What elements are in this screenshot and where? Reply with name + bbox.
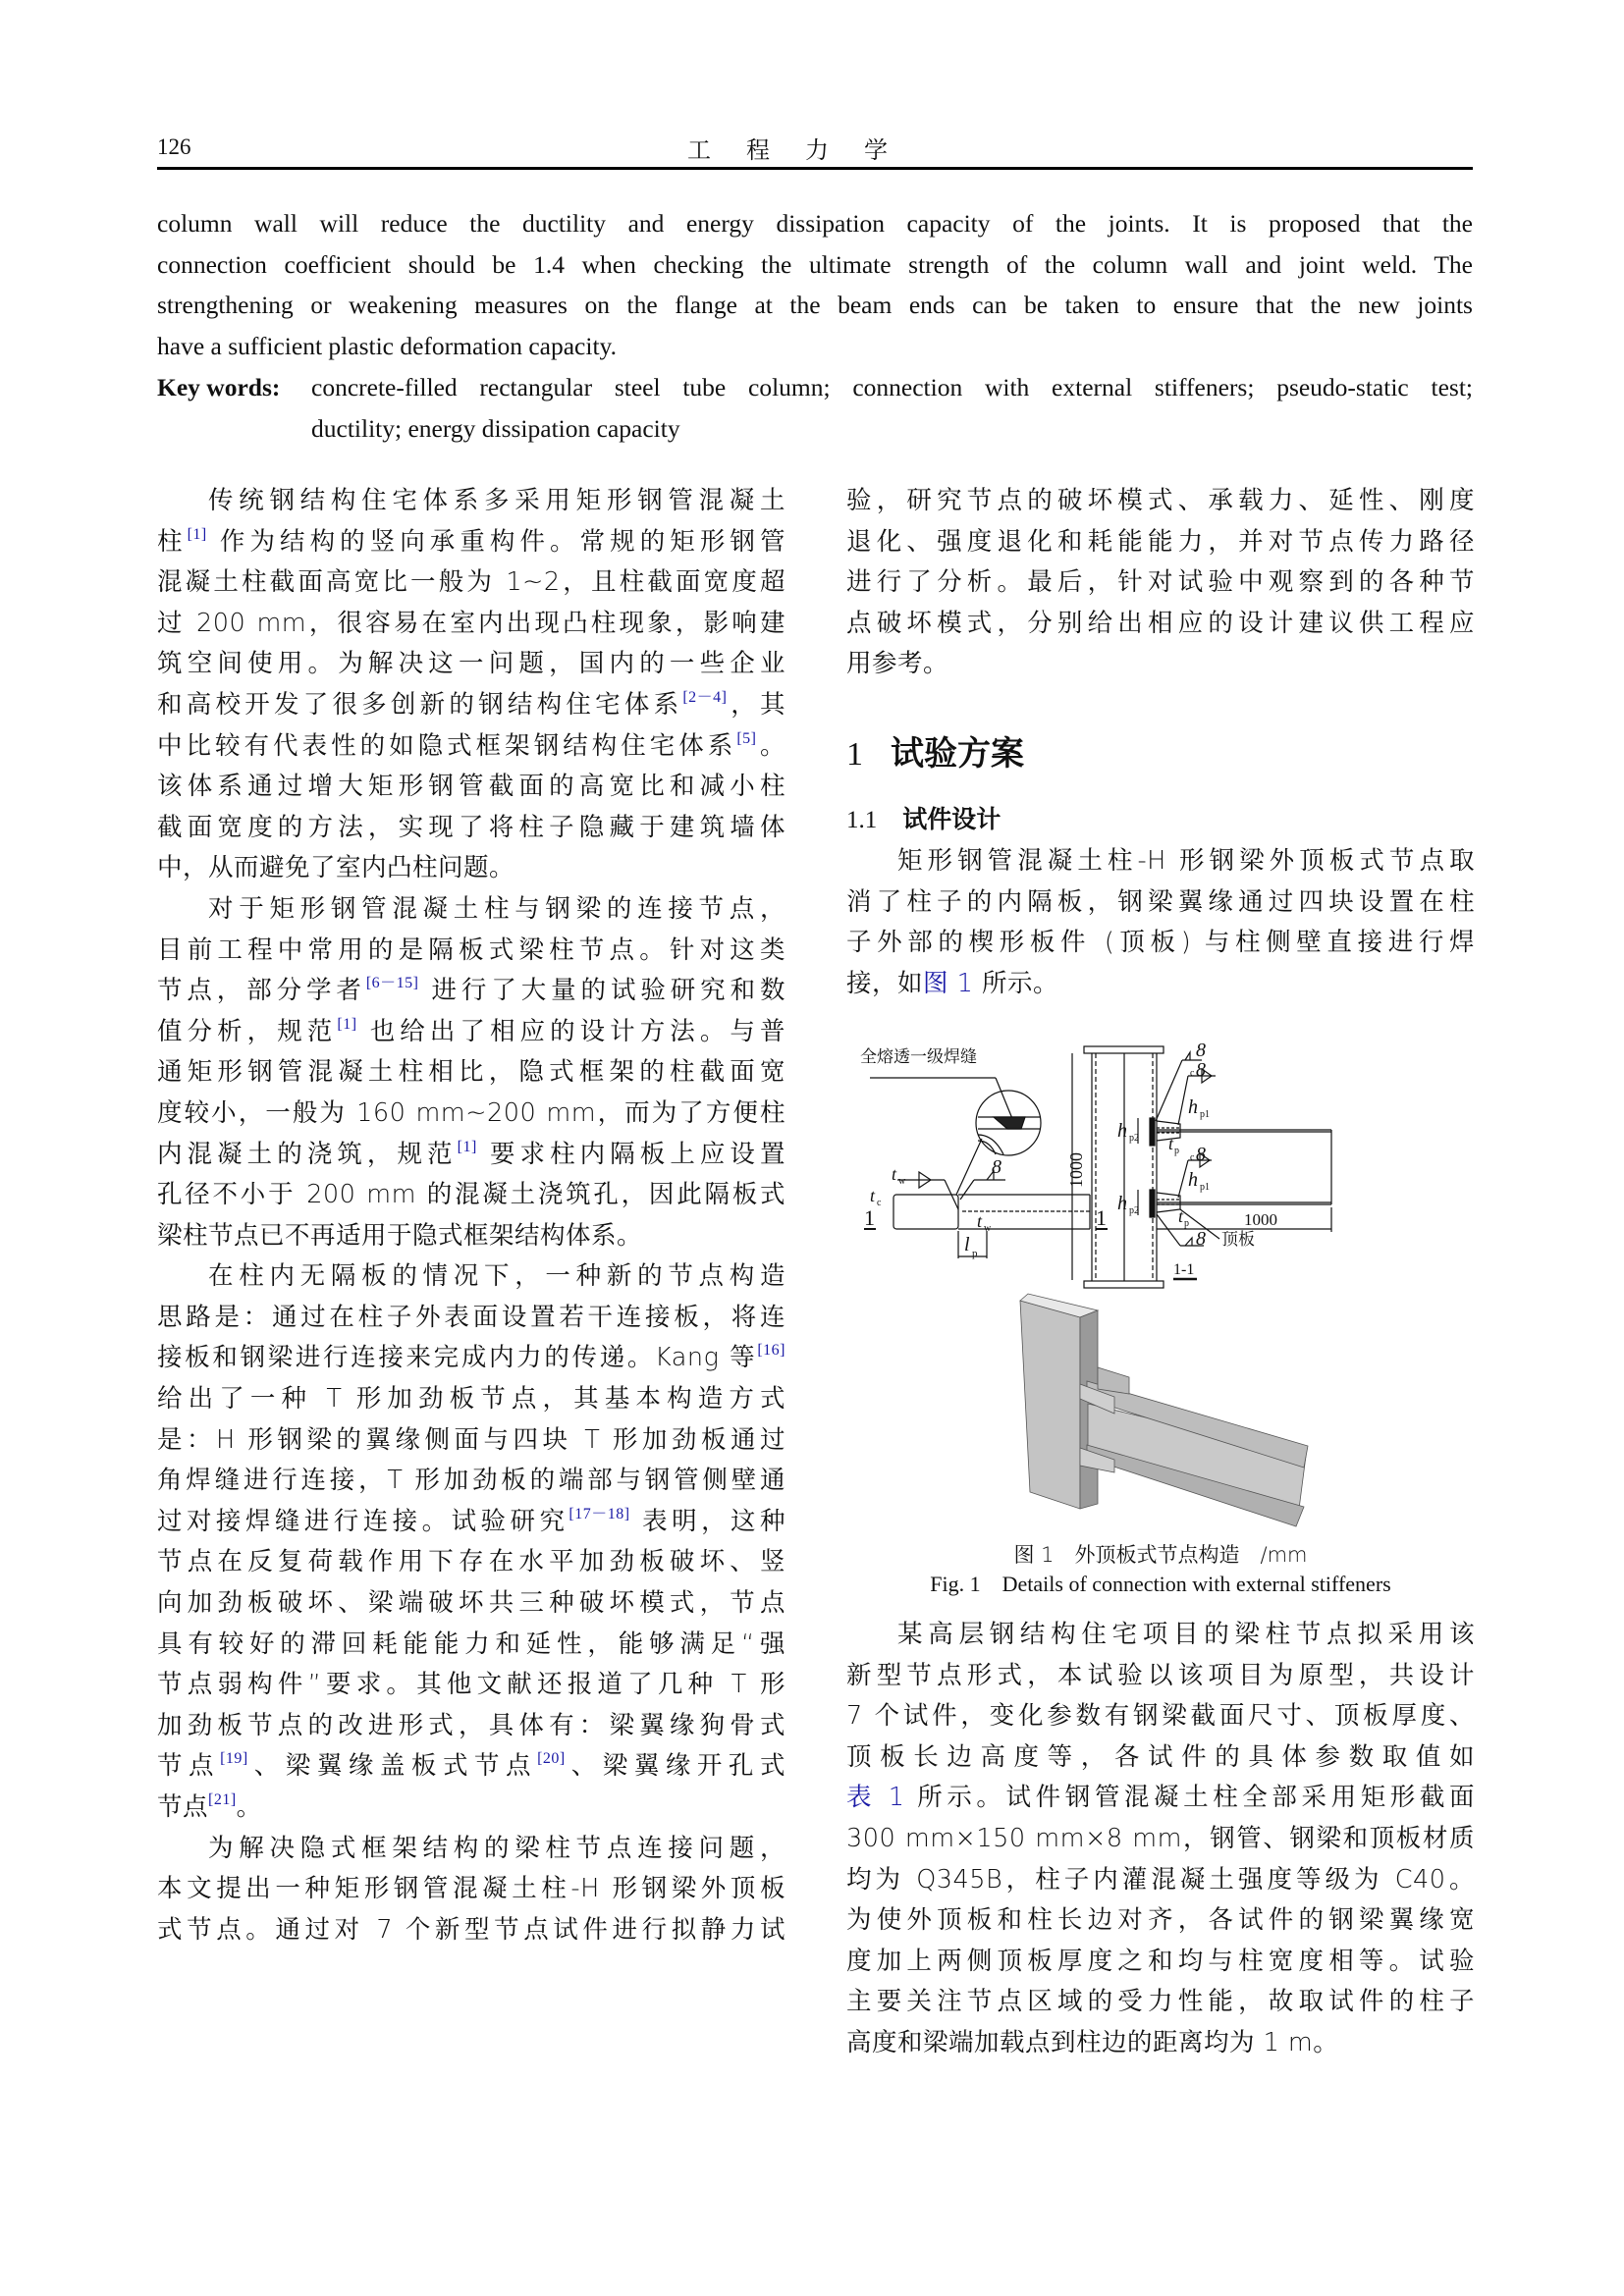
citation-link[interactable]: [5] [736, 729, 757, 747]
text-line: 梁柱节点已不再适用于隐式框架结构体系。 [157, 1220, 643, 1251]
svg-text:p1: p1 [1200, 1182, 1210, 1193]
text-line: 接，如图 1 所示。 [846, 968, 1058, 998]
text-line: 过对接焊缝进行连接。试验研究[17－18] 表明，这种 [157, 1505, 785, 1536]
svg-text:1000: 1000 [1066, 1152, 1086, 1188]
text-line: 为使外顶板和柱长边对齐，各试件的钢梁翼缘宽 [846, 1905, 1475, 1936]
svg-text:p2: p2 [1129, 1205, 1139, 1216]
section-title: 试件设计 [902, 805, 1001, 833]
svg-text:h: h [1117, 1193, 1127, 1214]
text-line: 节点[21]。 [157, 1791, 262, 1822]
svg-text:1: 1 [1096, 1205, 1107, 1230]
section-heading-1-1 [846, 800, 1001, 835]
svg-text:w: w [984, 1223, 992, 1234]
svg-text:h: h [1117, 1120, 1127, 1142]
text-line: 思路是：通过在柱子外表面设置若干连接板，将连 [157, 1302, 785, 1332]
text-line: 和高校开发了很多创新的钢结构住宅体系[2－4]，其 [157, 688, 785, 720]
abstract-line: strengthening or weakening measures on the flange at the beam ends can be taken to ensure that the new joints [157, 291, 1473, 320]
svg-text:顶板: 顶板 [1221, 1230, 1255, 1250]
svg-text:8: 8 [1196, 1144, 1206, 1165]
svg-text:1: 1 [864, 1205, 875, 1230]
text-line: 子外部的楔形板件 (顶板) 与柱侧壁直接进行焊 [846, 928, 1475, 958]
citation-link[interactable]: [20] [537, 1750, 566, 1768]
text-line: 传统钢结构住宅体系多采用矩形钢管混凝土 [208, 486, 785, 515]
keywords-line: concrete-filled rectangular steel tube column; connection with external stiffeners; pseudo-static test; [311, 373, 1473, 401]
text-line: 目前工程中常用的是隔板式梁柱节点。针对这类 [157, 934, 785, 965]
citation-link[interactable]: [2－4] [682, 688, 728, 706]
text-line: 值分析，规范[1] 也给出了相应的设计方法。与普 [157, 1015, 785, 1046]
text-line: 某高层钢结构住宅项目的梁柱节点拟采用该 [897, 1620, 1475, 1649]
text-line: 验，研究节点的破坏模式、承载力、延性、刚度 [846, 486, 1475, 515]
citation-link[interactable]: [21] [208, 1791, 237, 1808]
text-line: 本文提出一种矩形钢管混凝土柱-H 形钢梁外顶板 [157, 1874, 785, 1904]
svg-text:1000: 1000 [1244, 1210, 1277, 1229]
text-line: 度加上两侧顶板厚度之和均与柱宽度相等。试验 [846, 1946, 1475, 1976]
keywords-line: ductility; energy dissipation capacity [311, 413, 680, 443]
text-line: 内混凝土的浇筑，规范[1] 要求柱内隔板上应设置 [157, 1138, 785, 1169]
keywords-label: Key words: [157, 373, 281, 401]
text-line: 节点在反复荷载作用下存在水平加劲板破坏、竖 [157, 1547, 785, 1577]
text-line: 孔径不小于 200 mm 的混凝土浇筑孔，因此隔板式 [157, 1180, 785, 1210]
citation-link[interactable]: [19] [220, 1750, 248, 1768]
text-line: 新型节点形式，本试验以该项目为原型，共设计 [846, 1660, 1475, 1690]
svg-text:t: t [870, 1186, 876, 1205]
text-line: 对于矩形钢管混凝土柱与钢梁的连接节点， [208, 893, 785, 924]
keywords [157, 367, 1473, 449]
svg-text:c: c [1190, 1068, 1195, 1079]
svg-text:h: h [1188, 1169, 1198, 1191]
weld-note-label: 全熔透一级焊缝 [860, 1047, 977, 1067]
text-line: 给出了一种 T 形加劲板节点，其基本构造方式 [157, 1384, 785, 1415]
svg-text:h: h [1188, 1096, 1198, 1118]
text-line: 顶板长边高度等，各试件的具体参数取值如 [846, 1741, 1475, 1772]
svg-text:8: 8 [1196, 1228, 1206, 1250]
section-number: 1.1 [846, 807, 878, 833]
abstract-line: connection coefficient should be 1.4 when checking the ultimate strength of the column wall and joint weld. The [157, 249, 1473, 279]
right-column-section [846, 841, 1475, 1004]
text-line: 具有较好的滞回耗能能力和延性，能够满足“强 [157, 1629, 785, 1659]
text-line: 用参考。 [846, 649, 949, 679]
left-column [157, 481, 785, 1950]
text-line: 为解决隐式框架结构的梁柱节点连接问题， [208, 1833, 785, 1863]
svg-text:p2: p2 [1129, 1133, 1139, 1144]
text-line: 消了柱子的内隔板，钢梁翼缘通过四块设置在柱 [846, 886, 1475, 917]
section-heading-1 [846, 726, 1024, 774]
citation-link[interactable]: [6－15] [365, 975, 419, 992]
journal-title: 工程力学 [687, 136, 923, 164]
text-line: 300 mm×150 mm×8 mm，钢管、钢梁和顶板材质 [846, 1823, 1475, 1853]
svg-text:t: t [1178, 1206, 1184, 1226]
text-line: 柱[1] 作为结构的竖向承重构件。常规的矩形钢管 [157, 525, 785, 557]
right-column-bottom [846, 1615, 1475, 2064]
section-number: 1 [846, 736, 863, 773]
figure-1-render [992, 1291, 1316, 1517]
text-line: 混凝土柱截面高宽比一般为 1~2，且柱截面宽度超 [157, 567, 785, 598]
text-line: 接板和钢梁进行连接来完成内力的传递。Kang 等[16] [157, 1342, 785, 1373]
figure-1-drawing [846, 1033, 1475, 1278]
svg-text:8: 8 [992, 1156, 1001, 1178]
svg-text:8: 8 [1196, 1059, 1206, 1081]
figure-link[interactable]: 图 1 [923, 968, 974, 998]
page-number: 126 [157, 134, 191, 159]
figure-1-caption-cn: 图 1 外顶板式节点构造 /mm [1013, 1543, 1308, 1567]
text-line: 节点，部分学者[6－15] 进行了大量的试验研究和数 [157, 975, 785, 1006]
header-rule [157, 167, 1473, 170]
text-line: 节点[19]、梁翼缘盖板式节点[20]、梁翼缘开孔式 [157, 1750, 785, 1782]
svg-text:p: p [1174, 1146, 1179, 1156]
text-line: 均为 Q345B，柱子内灌混凝土强度等级为 C40。 [846, 1864, 1475, 1895]
section-title: 试验方案 [891, 734, 1024, 774]
text-line: 高度和梁端加载点到柱边的距离均为 1 m。 [846, 2027, 1339, 2057]
text-line: 点破坏模式，分别给出相应的设计建议供工程应 [846, 608, 1475, 638]
text-line: 矩形钢管混凝土柱-H 形钢梁外顶板式节点取 [897, 846, 1475, 876]
svg-text:t: t [1168, 1134, 1174, 1153]
svg-text:l: l [964, 1234, 970, 1255]
svg-text:p: p [972, 1248, 978, 1259]
text-line: 向加劲板破坏、梁端破坏共三种破坏模式，节点 [157, 1588, 785, 1619]
text-line: 过 200 mm，很容易在室内出现凸柱现象，影响建 [157, 608, 785, 638]
text-line: 度较小，一般为 160 mm~200 mm，而为了方便柱 [157, 1097, 785, 1128]
text-line: 截面宽度的方法，实现了将柱子隐藏于建筑墙体 [157, 812, 785, 842]
abstract-line: column wall will reduce the ductility and energy dissipation capacity of the joints. It is proposed that the [157, 209, 1473, 238]
svg-text:1-1: 1-1 [1173, 1261, 1195, 1278]
text-line: 节点弱构件”要求。其他文献还报道了几种 T 形 [157, 1670, 785, 1700]
abstract-english [157, 203, 1473, 366]
abstract-line: have a sufficient plastic deformation capacity. [157, 331, 618, 360]
table-link[interactable]: 表 1 [846, 1783, 905, 1813]
citation-link[interactable]: [17－18] [568, 1505, 630, 1522]
svg-text:p: p [1184, 1218, 1189, 1229]
text-line: 加劲板节点的改进形式，具体有：梁翼缘狗骨式 [157, 1710, 785, 1740]
svg-text:t: t [892, 1164, 897, 1184]
text-line: 该体系通过增大矩形钢管截面的高宽比和减小柱 [157, 772, 785, 802]
text-line: 角焊缝进行连接，T 形加劲板的端部与钢管侧壁通 [157, 1466, 785, 1496]
text-line: 是：H 形钢梁的翼缘侧面与四块 T 形加劲板通过 [157, 1424, 785, 1455]
text-line: 式节点。通过对 7 个新型节点试件进行拟静力试 [157, 1914, 785, 1945]
right-column-top [846, 481, 1475, 685]
svg-text:w: w [898, 1176, 906, 1187]
svg-text:c: c [877, 1198, 882, 1208]
svg-text:c: c [1190, 1152, 1195, 1163]
text-line: 中比较有代表性的如隐式框架钢结构住宅体系[5]。 [157, 729, 785, 761]
text-line: 7 个试件，变化参数有钢梁截面尺寸、顶板厚度、 [846, 1701, 1475, 1732]
svg-text:p1: p1 [1200, 1109, 1210, 1120]
figure-1-caption-en: Fig. 1 Details of connection with external stiffeners [930, 1572, 1391, 1596]
text-line: 筑空间使用。为解决这一问题，国内的一些企业 [157, 649, 785, 679]
text-line: 在柱内无隔板的情况下，一种新的节点构造 [208, 1261, 785, 1292]
svg-text:t: t [977, 1211, 983, 1231]
citation-link[interactable]: [1] [187, 525, 207, 543]
text-line: 中，从而避免了室内凸柱问题。 [157, 853, 515, 883]
text-line: 进行了分析。最后，针对试验中观察到的各种节 [846, 567, 1475, 598]
citation-link[interactable]: [1] [457, 1138, 477, 1155]
text-line: 主要关注节点区域的受力性能，故取试件的柱子 [846, 1987, 1475, 2017]
text-line: 退化、强度退化和耗能能力，并对节点传力路径 [846, 526, 1475, 557]
svg-text:8: 8 [1196, 1040, 1206, 1061]
citation-link[interactable]: [1] [337, 1015, 357, 1033]
citation-link[interactable]: [16] [757, 1342, 785, 1360]
text-line: 通矩形钢管混凝土柱相比，隐式框架的柱截面宽 [157, 1057, 785, 1088]
text-line: 表 1 所示。试件钢管混凝土柱全部采用矩形截面 [846, 1783, 1475, 1813]
